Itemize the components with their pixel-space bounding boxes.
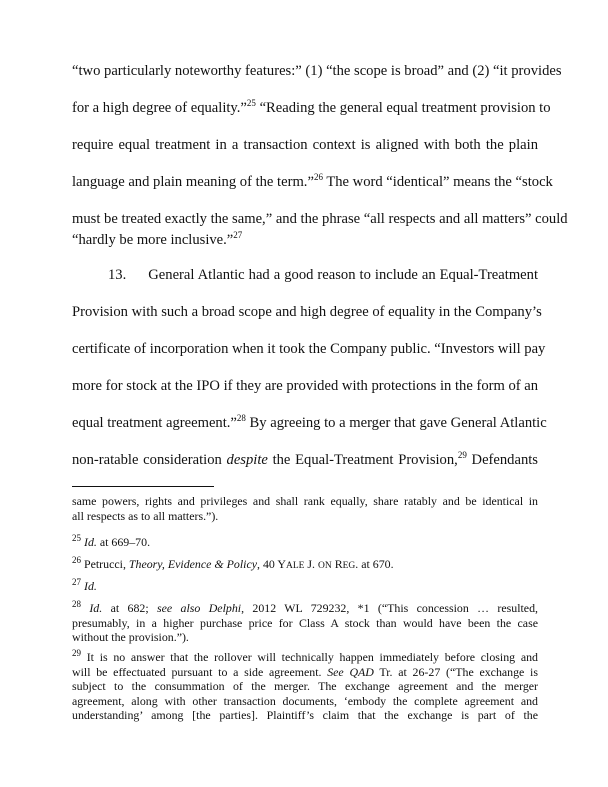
footnote-28: $^{28}$ Id. at 682; see also Delphi, 2012 WL 729232, *1 (“This concession … resulted, presumably, in a higher purchase price for Class A stock than would have been the case without the provision.”).: [72, 599, 538, 644]
footnote-separator: [72, 486, 214, 487]
paragraph-number: 13.: [108, 267, 127, 283]
footnote-26: $^{26}$ Petrucci, Theory, Evidence & Policy, 40 YALE J. ON REG. at 670.: [72, 555, 394, 571]
footnote-ref-26: 26: [313, 172, 323, 183]
body-line-6: “hardly be more inclusive.”$^{27}$: [72, 230, 243, 248]
body-line-10: more for stock at the IPO if they are provided with protections in the form of an: [72, 378, 539, 394]
body-line-5: must be treated exactly the same,” and the phrase “all respects and all matters” could: [72, 211, 568, 227]
footnote-29: $^{29}$ It is no answer that the rollover will technically happen immediately before closing and will be effectuated pursuant to a side agreement. See QAD Tr. at 26-27 (“The exchange is subject to the consummation of the merger. The exchange agreement and the merger agreement, along with other transaction documents, ‘embody the complete agreement and understanding’ among [the parties]. Plaintiff’s claim that the exchange is part of the: [72, 648, 538, 722]
body-line-4: language and plain meaning of the term.”$^{26}$ The word “identical” means the “stock: [72, 172, 553, 190]
footnote-ref-28: 28: [236, 413, 246, 424]
body-line-11: equal treatment agreement.”$^{28}$ By agreeing to a merger that gave General Atlantic: [72, 413, 547, 431]
body-line-7: 13. General Atlantic had a good reason to include an Equal-Treatment: [108, 267, 538, 283]
footnote-27: $^{27}$ Id.: [72, 577, 97, 593]
footnote-ref-25: 25: [246, 98, 256, 109]
footnote-continued: same powers, rights and privileges and shall rank equally, share ratably and be identical in all respects as to all matters.”).: [72, 494, 538, 523]
body-line-3: require equal treatment in a transaction context is aligned with both the plain: [72, 137, 538, 153]
body-line-9: certificate of incorporation when it took the Company public. “Investors will pay: [72, 341, 546, 357]
body-line-2: for a high degree of equality.”$^{25}$ “Reading the general equal treatment provision to: [72, 98, 551, 116]
body-line-1: “two particularly noteworthy features:” (1) “the scope is broad” and (2) “it provides: [72, 63, 562, 79]
footnote-ref-27: 27: [233, 230, 243, 241]
body-line-12: non-ratable consideration despite the Equal-Treatment Provision,$^{29}$ Defendants: [72, 450, 538, 468]
footnote-ref-29: 29: [457, 450, 467, 461]
body-line-8: Provision with such a broad scope and high degree of equality in the Company’s: [72, 304, 542, 320]
footnote-25: $^{25}$ Id. at 669–70.: [72, 533, 151, 549]
